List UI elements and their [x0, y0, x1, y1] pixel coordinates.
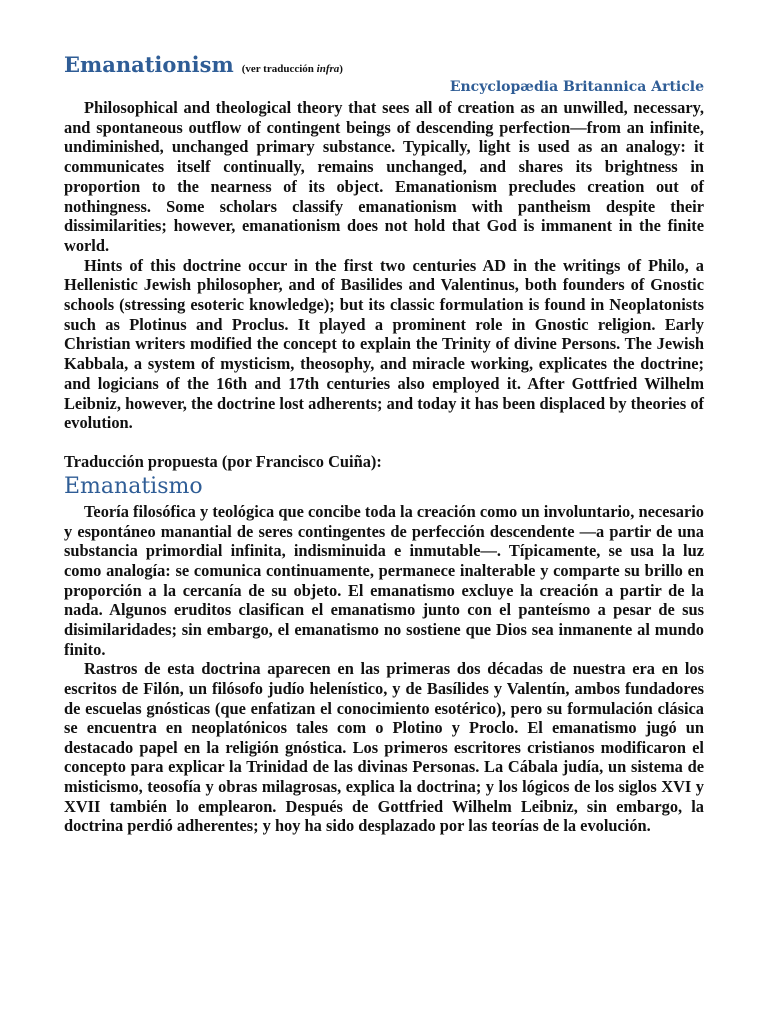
translation-note-prefix: (ver traducción: [241, 63, 317, 75]
translation-note: [242, 63, 343, 75]
source-attribution: Encyclopædia Britannica Article: [449, 79, 704, 95]
translation-note-suffix: ): [339, 63, 343, 75]
english-paragraph-2: Hints of this doctrine occur in the first two centuries AD in the writings of Philo, a Hellenistic Jewish philosopher, and of Basilides and Valentinus, both founders of Gnostic schools (stressing esoteric knowledge); but its classic formulation is found in Neoplatonists such as Plotinus and Proclus. It played a prominent role in Gnostic religion. Early Christian writers modified the concept to explain the Trinity of divine Persons. The Jewish Kabbala, a system of mysticism, theosophy, and miracle working, explicates the doctrine; and logicians of the 16th and 17th centuries also employed it. After Gottfried Wilhelm Leibniz, however, the doctrine lost adherents; and today it has been displaced by theories of evolution.: [64, 255, 704, 433]
document-page: [64, 52, 704, 836]
translation-label: Traducción propuesta (por Francisco Cuiña):: [64, 451, 382, 471]
page-title: Emanationism: [64, 52, 234, 77]
spanish-title: Emanatismo: [64, 473, 203, 499]
english-paragraph-1: Philosophical and theological theory that sees all of creation as an unwilled, necessary, and spontaneous outflow of contingent beings of descending perfection—from an infinite, undiminished, unchanged primary substance. Typically, light is used as an analogy: it communicates itself continually, remains unchanged, and shares its brightness in proportion to the nearness of its object. Emanationism precludes creation out of nothingness. Some scholars classify emanationism with pantheism despite their dissimilarities; however, emanationism does not hold that God is immanent in the finite world.: [64, 98, 704, 255]
spanish-paragraph-1: Teoría filosófica y teológica que concibe toda la creación como un involuntario, necesario y espontáneo manantial de seres contingentes de perfección descendente —a partir de una substancia primordial infinita, indisminuida e inmutable—. Típicamente, se usa la luz como analogía: se comunica continuamente, permanece inalterable y comparte su brillo en proporción a la cercanía de su objeto. El emanatismo excluye la creación a partir de la nada. Algunos eruditos clasifican el emanatismo junto con el panteísmo a pesar de sus disimilaridades; sin embargo, el emanatismo no sostiene que Dios sea inmanente al mundo finito.: [64, 501, 704, 659]
translation-note-italic: infra: [316, 63, 340, 75]
spanish-paragraph-2: Rastros de esta doctrina aparecen en las primeras dos décadas de nuestra era en los escritos de Filón, un filósofo judío helenístico, y de Basílides y Valentín, ambos fundadores de escuelas gnósticas (que enfatizan el conocimiento esotérico), pero su formulación clásica se encuentra en neoplatónicos tales com o Plotino y Proclo. El emanatismo jugó un destacado papel en la religión gnóstica. Los primeros escritores cristianos modificaron el concepto para explicar la Trinidad de las divinas Personas. La Cábala judía, un sistema de misticismo, teosofía y obras milagrosas, explica la doctrina; y los lógicos de los siglos XVI y XVII también lo emplearon. Después de Gottfried Wilhelm Leibniz, sin embargo, la doctrina perdió adherentes; y hoy ha sido desplazado por las teorías de la evolución.: [64, 659, 704, 836]
